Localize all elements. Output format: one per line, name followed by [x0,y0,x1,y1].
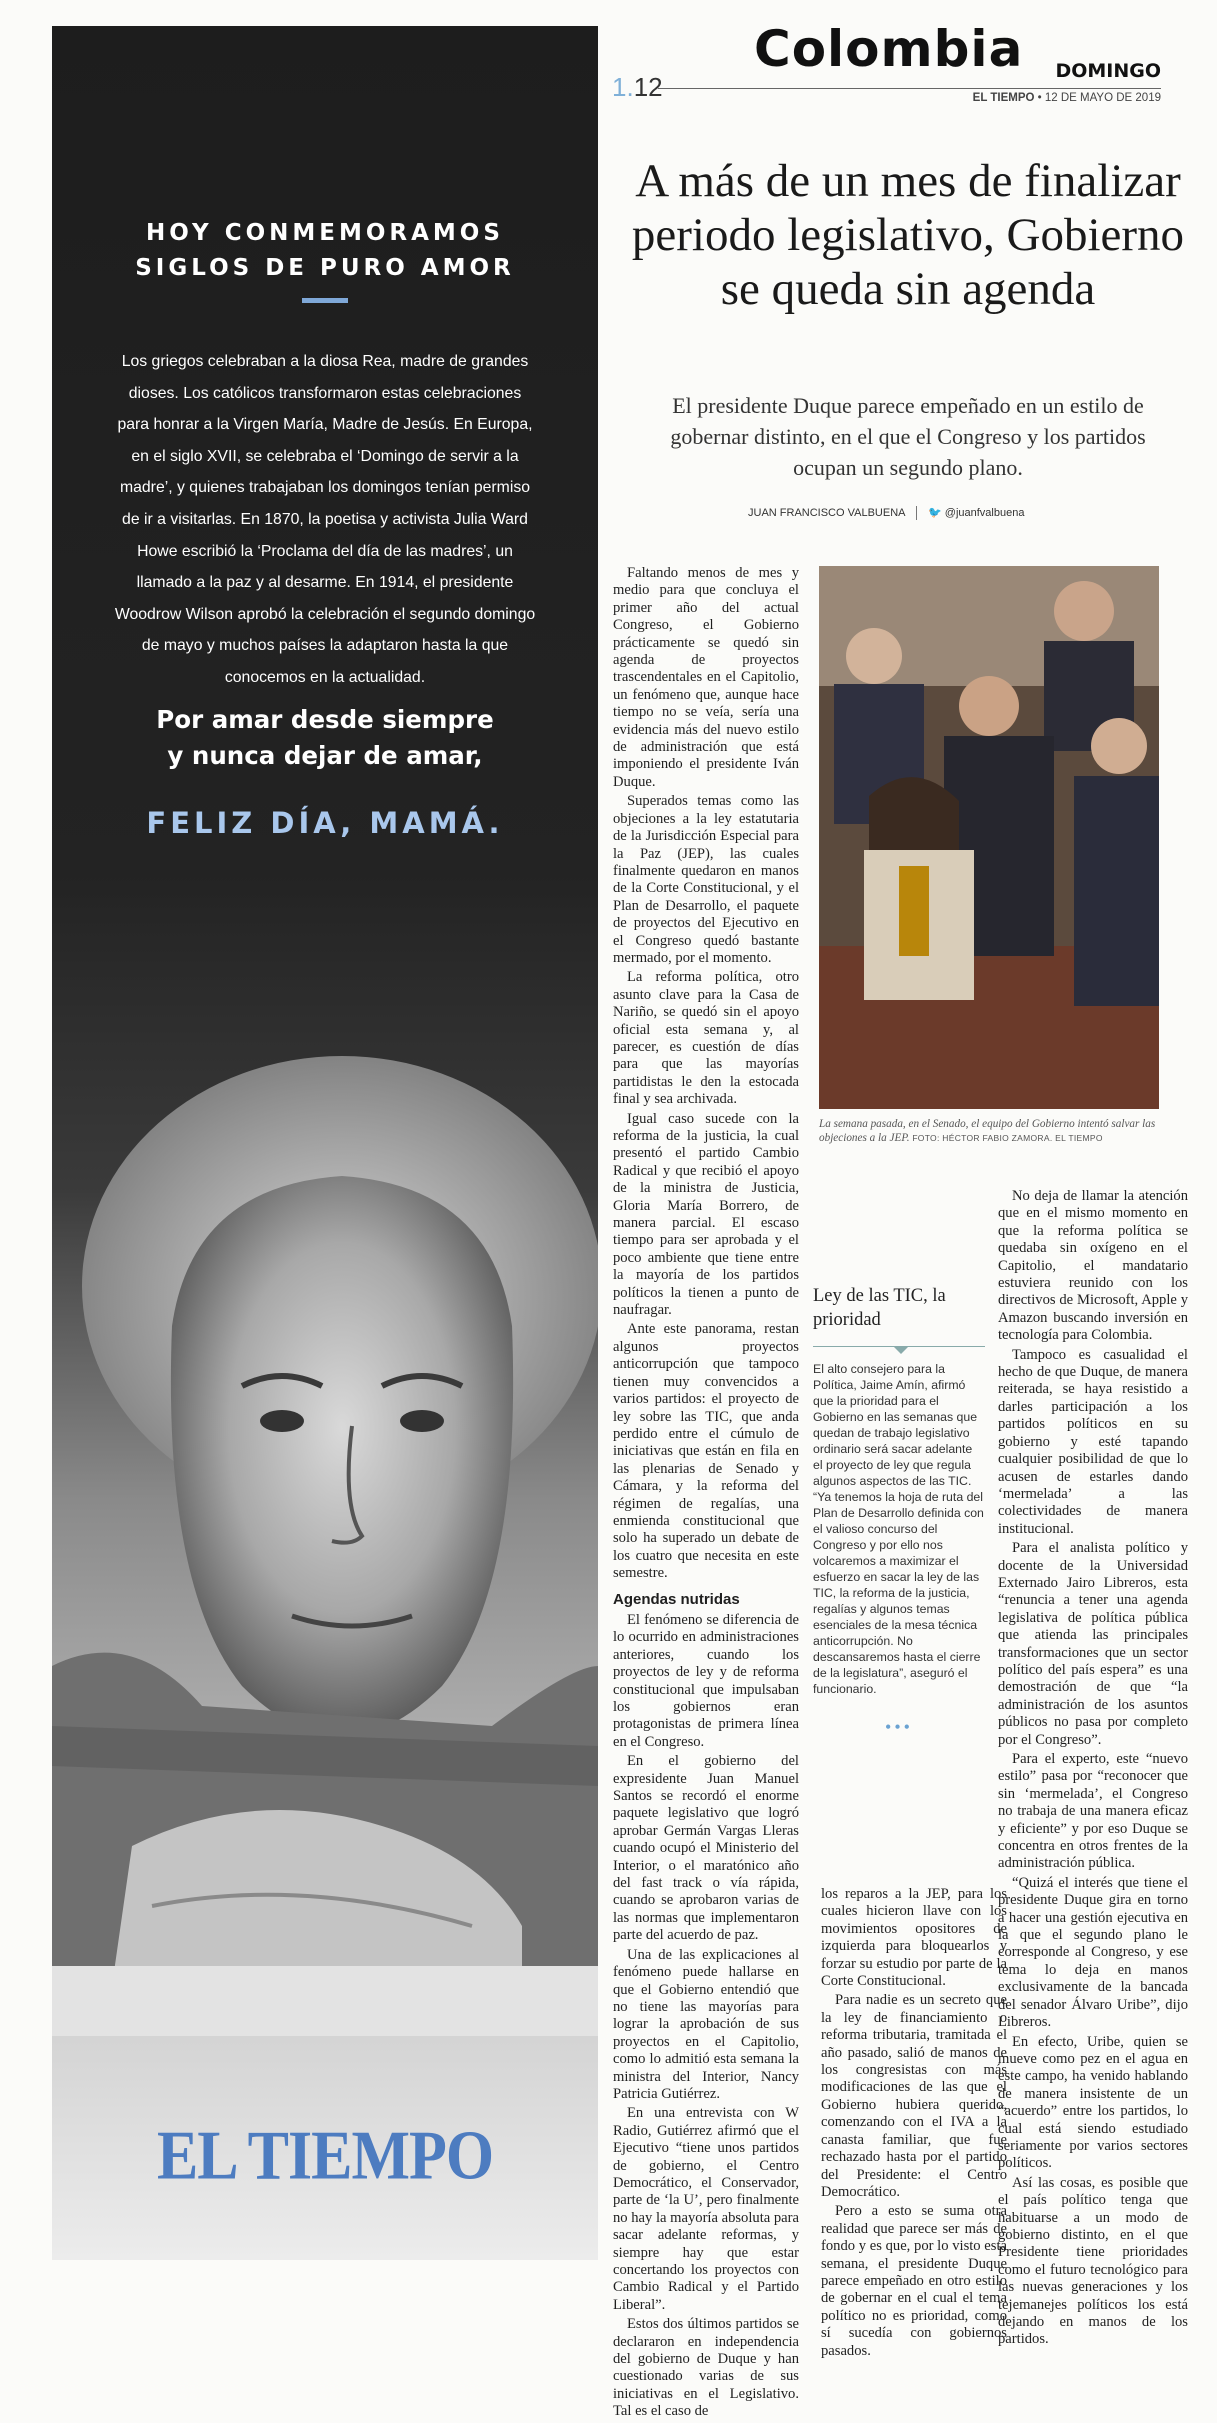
folio-section: 1. [612,72,634,102]
photo-caption [819,1117,1159,1145]
elderly-woman-portrait [52,1026,598,2036]
dateline: EL TIEMPO • 12 DE MAYO DE 2019 [972,92,1161,104]
paragraph: Faltando menos de mes y medio para que concluya el primer año del actual Congreso, el Gobierno prácticamente se quedó sin agenda de proyectos trascendentales en el Capitolio, un fenómeno que, aunque hace tiempo no se veía, sería una evidencia más del nuevo estilo de administración que está imponiendo el presidente Iván Duque. [613,565,799,790]
paragraph: Pero a esto se suma otra realidad que parece ser más de fondo y es que, por lo visto esta semana, el presidente Duque parece empeñado en otro estilo de gobernar en el cual el tema político no es prioridad, como sí sucedía con gobiernos pasados. [821,2203,1007,2359]
mothers-day-ad [52,26,598,2260]
article-column-3 [998,1188,1188,2351]
byline [748,506,1024,520]
ad-tagline-line-1: Por amar desde siempre [156,705,494,734]
paragraph: los reparos a la JEP, para los cuales hicieron llave con los movimientos opositores de izquierda para bloquearlos y forzar su estudio por parte de la Corte Constitucional. [821,1886,1007,1990]
paragraph: “Quizá el interés que tiene el presidente Duque gira en torno a hacer una gestión ejecutiva en la que el segundo plano le corresponde al Congreso, y ese tema lo deja en manos exclusivamente de la bancada del senador Álvaro Uribe”, dijo Libreros. [998,1874,1188,2031]
sidebar-title: Ley de las TIC, la prioridad [813,1270,985,1347]
caption-text: La semana pasada, en el Senado, el equipo del Gobierno intentó salvar las objeciones a la JEP. [819,1118,1156,1144]
ad-headline-line-1: HOY CONMEMORAMOS [146,220,504,246]
ad-headline [52,216,598,286]
sidebar-box [813,1270,985,1738]
author-twitter[interactable]: @juanfvalbuena [944,507,1025,519]
ad-divider [302,298,348,303]
el-tiempo-logo: EL TIEMPO [156,2117,494,2195]
page-folio [612,72,663,103]
paragraph: Estos dos últimos partidos se declararon en independencia del gobierno de Duque y han cuestionado varias de sus iniciativas en el Legislativo. Tal es el caso de [613,2316,799,2420]
paragraph: En una entrevista con W Radio, Gutiérrez afirmó que el Ejecutivo “tiene unos partidos de gobierno, el Centro Democrático, el Conservador, parte de ‘la U’, pero finalmente no hay la mayoría absoluta para sacar adelante reformas, y siempre hay que estar concertando los proyectos con Cambio Radical y el Partido Liberal”. [613,2105,799,2313]
ad-body-text: Los griegos celebraban a la diosa Rea, madre de grandes dioses. Los católicos transformaron estas celebraciones para honrar a la Virgen María, Madre de Jesús. En Europa, en el siglo XVII, se celebraba el ‘Domingo de servir a la madre’, y quienes trabajaban los domingos tenían permiso de ir a visitarlas. En 1870, la poetisa y activista Julia Ward Howe escribió la ‘Proclama del día de las madres’, un llamado a la paz y al desarme. En 1914, el presidente Woodrow Wilson aprobó la celebración el segundo domingo de mayo y muchos países la adaptaron hasta la que conocemos en la actualidad. [114,353,536,686]
section-title: Colombia [754,20,1024,78]
photo-credit: FOTO: HÉCTOR FABIO ZAMORA. EL TIEMPO [912,1133,1103,1143]
article-headline: A más de un mes de finalizar periodo legislativo, Gobierno se queda sin agenda [631,155,1185,315]
paragraph: Igual caso sucede con la reforma de la justicia, la cual presentó el partido Cambio Radical y que recibió el apoyo de la ministra de Justicia, Gloria María Borrero, de manera parcial. El escaso tiempo para ser aprobada y el poco ambiente que tiene entre la mayoría de los partidos políticos la tienen a punto de naufragar. [613,1110,799,1319]
paragraph: No deja de llamar la atención que en el mismo momento en que la reforma política se quedaba sin oxígeno en el Capitolio, el mandatario estuviera reunido con los directivos de Microsoft, Apple y Amazon buscando inversión en tecnología para Colombia. [998,1188,1188,1344]
subhead: Agendas nutridas [613,1590,740,1608]
ad-tagline [52,702,598,774]
article-column-2 [821,1886,1007,2362]
ad-feliz-dia: FELIZ DÍA, MAMÁ. [146,806,504,840]
paragraph: Tampoco es casualidad el hecho de que Duque, de manera reiterada, se haya resistido a darles participación a los partidos políticos en su gobierno y esté tapando cualquier posibilidad de que lo acusen de estarles dando ‘mermelada’ a las colectividades de manera institucional. [998,1346,1188,1537]
sidebar-text: El alto consejero para la Política, Jaime Amín, afirmó que la prioridad para el Gobierno en las semanas que quedan de trabajo legislativo ordinario será sacar adelante el proyecto de ley que regula algunos aspectos de las TIC. “Ya tenemos la hoja de ruta del Plan de Desarrollo definida con el valioso concurso del Congreso y por ello nos volcaremos a maximizar el esfuerzo en sacar la ley de las TIC, la reforma de la justicia, regalías y algunos temas esenciales de la mesa técnica anticorrupción. No descansaremos hasta el cierre de la legislatura”, aseguró el funcionario. [813,1362,984,1696]
newspaper-page [598,0,1217,2420]
sidebar-dots: ••• [885,1717,913,1737]
paragraph: Para el experto, este “nuevo estilo” pasa por “reconocer que sin ‘mermelada’, el Congreso no trabaja de una manera eficaz y eficiente” y por eso Duque se concentra en otros frentes de la administración pública. [998,1751,1188,1872]
paragraph: Así las cosas, es posible que el país político tenga que habituarse a un modo de gobierno distinto, en el que Presidente tiene prioridades como el futuro tecnológico para las nuevas generaciones y los tejemanejes políticos los está dejando en manos de los partidos. [998,2174,1188,2348]
section-day: DOMINGO [1055,60,1161,82]
article-deck: El presidente Duque parece empeñado en un estilo de gobernar distinto, en el que el Congreso y los partidos ocupan un segundo plano. [670,393,1146,480]
paragraph: Ante este panorama, restan algunos proyectos anticorrupción que tampoco tienen muy convencidos a varios partidos: el proyecto de ley sobre las TIC, que anda perdido entre el cúmulo de iniciativas que están en fila en las plenarias de Senado y Cámara, y la reforma del régimen de regalías, una enmienda constitucional que solo ha superado un debate de los cuatro que necesita en este semestre. [613,1321,799,1582]
paragraph: En efecto, Uribe, quien se mueve como pez en el agua en este campo, ha venido hablando de manera insistente de un “acuerdo” entre los partidos, lo cual está siendo estudiado seriamente por varios sectores políticos. [998,2033,1188,2172]
masthead-rule [658,88,1161,89]
paragraph: Superados temas como las objeciones a la ley estatutaria de la Jurisdicción Especial para la Paz (JEP), las cuales finalmente quedaron en manos de la Corte Constitucional, y el Plan de Desarrollo, el paquete de proyectos del Ejecutivo en el Congreso quedó bastante mermado, por el momento. [613,793,799,966]
article-column-1 [613,565,799,2423]
paragraph: En el gobierno del expresidente Juan Manuel Santos se recordó el enorme paquete legislativo que logró aprobar Germán Vargas Lleras cuando ocupó el Ministerio del Interior, o el maratónico año del fast track o vía rápida, cuando se aprobaron varias de las normas que implementaron parte del acuerdo de paz. [613,1753,799,1944]
senate-photo [819,566,1159,1109]
ad-headline-line-2: SIGLOS DE PURO AMOR [135,255,515,281]
paragraph: El fenómeno se diferencia de lo ocurrido en administraciones anteriores, cuando los proyectos de ley y de reforma constitucional que impulsaban los gobiernos eran protagonistas de primera línea en el Congreso. [613,1611,799,1750]
paragraph: Para nadie es un secreto que la ley de financiamiento o reforma tributaria, tramitada el año pasado, salió de manos de los congresistas con más modificaciones de las que el Gobierno hubiera querido, comenzando con el IVA a la canasta familiar, que fue rechazado hasta por el partido del Presidente: el Centro Democrático. [821,1992,1007,2200]
twitter-icon: 🐦 [928,507,942,519]
paragraph: Para el analista político y docente de la Universidad Externado Jairo Libreros, esta “renuncia a tener una agenda legislativa de política pública que atienda las principales transformaciones que un sector político del país espera” es una demostración de que “la administración de los asuntos públicos no pasa por completo por el Congreso”. [998,1540,1188,1748]
paragraph: Una de las explicaciones al fenómeno puede hallarse en que el Gobierno entendió que no tiene las mayorías para lograr la aprobación de sus proyectos en el Capitolio, como lo admitió esta semana la ministra del Interior, Nancy Patricia Gutiérrez. [613,1946,799,2102]
sidebar-body [813,1361,985,1697]
paper-name: EL TIEMPO [972,92,1035,104]
sidebar-notch [893,1346,909,1354]
paragraph: La reforma política, otro asunto clave para la Casa de Nariño, se quedó sin el apoyo oficial esta semana y, al parecer, es cuestión de días para que las mayorías partidistas le den la estocada final y sea archivada. [613,969,799,1108]
byline-separator [916,506,917,520]
issue-date: 12 DE MAYO DE 2019 [1044,92,1161,104]
folio-page: 12 [633,72,663,102]
author-name: JUAN FRANCISCO VALBUENA [748,507,905,519]
ad-tagline-line-2: y nunca dejar de amar, [167,741,483,770]
